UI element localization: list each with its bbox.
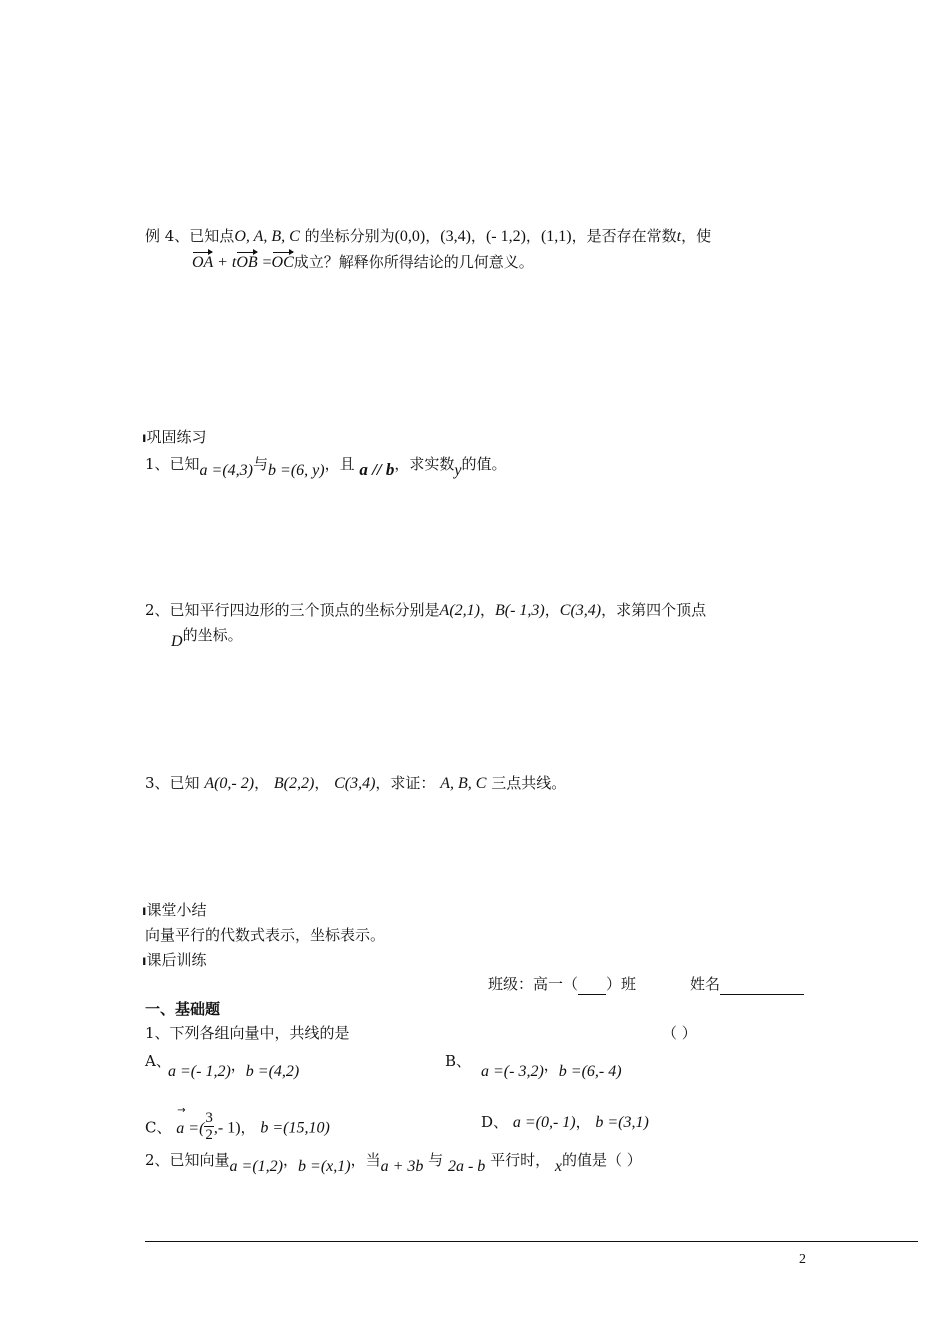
point-b: B(- 1,3) — [495, 602, 545, 619]
hw-q1-bracket: （ ） — [662, 1024, 697, 1042]
class-info: 班级：高一（ ）班 — [488, 975, 637, 993]
point-c: C(3,4) — [559, 602, 602, 619]
name-info: 姓名 — [690, 974, 804, 995]
option-c: C、 → a =( $\frac{3}{2}$ ,- 1)， b =(15,10) — [145, 1112, 330, 1145]
coord-o: (0,0) — [394, 228, 426, 245]
vector-ob: OB — [236, 254, 258, 271]
example4-end1: ，使 — [681, 227, 712, 245]
coord-b: (- 1,2) — [485, 228, 526, 245]
bullet-icon: ı — [142, 904, 147, 919]
fraction-three-halves: $\frac{3}{2}$ — [205, 1110, 213, 1143]
vector-b-expr: b =(6, y) — [268, 462, 325, 479]
option-a: A、 — [145, 1052, 171, 1070]
example4-line2-text: 成立？解释你所得结论的几何意义。 — [293, 253, 534, 271]
point-a: A(2,1) — [439, 602, 480, 619]
equals-sign: = — [262, 254, 272, 271]
practice-q1: 1、已知a =(4,3)与b =(6, y)，且 a // b，求实数y的值。 — [145, 455, 507, 479]
footer-rule — [145, 1241, 918, 1242]
bullet-icon: ı — [142, 954, 147, 969]
example4-question: ，是否存在常数 — [571, 227, 677, 245]
summary-text: 向量平行的代数式表示，坐标表示。 — [145, 926, 386, 944]
section-basic: 一、基础题 — [145, 1000, 221, 1018]
coord-a: (3,4) — [440, 228, 471, 245]
practice-q3: 3、已知 A(0,- 2)， B(2,2)， C(3,4)，求证： A, B, C 三点共线。 — [145, 774, 567, 792]
option-a-expr: a =(- 1,2)，b =(4,2) — [168, 1056, 300, 1080]
practice-heading: ı巩固练习 — [142, 428, 207, 446]
bullet-icon: ı — [142, 431, 147, 446]
practice-q2-line2: D的坐标。 — [171, 626, 243, 650]
vector-oc: OC — [271, 254, 294, 271]
homework-heading: ı课后训练 — [142, 951, 207, 969]
parallel-expr: a // b — [359, 460, 395, 479]
vector-arrow-icon: → — [177, 1104, 186, 1116]
vector-a-expr: a =(4,3) — [199, 462, 253, 479]
example4-line2: OA + tOB =OC成立？解释你所得结论的几何意义。 — [192, 253, 534, 271]
vector-oa: OA — [192, 254, 214, 271]
constant-t: t — [676, 228, 682, 245]
option-d: D、 a =(0,- 1)， b =(3,1) — [481, 1113, 649, 1131]
point-d: D — [171, 633, 183, 650]
example4-coord-text: 的坐标分别为 — [304, 227, 395, 245]
name-blank — [720, 974, 804, 995]
class-blank — [578, 974, 606, 995]
practice-q2-line1: 2、已知平行四边形的三个顶点的坐标分别是A(2,1)，B(- 1,3)，C(3,4)，求第四个顶点 — [145, 601, 707, 619]
hw-q1: 1、下列各组向量中，共线的是 — [145, 1024, 350, 1042]
plus-sign: + — [218, 254, 228, 271]
example4-points: O, A, B, C — [234, 228, 300, 245]
page-number: 2 — [799, 1252, 806, 1267]
hw-q2: 2、已知向量a =(1,2)，b =(x,1)，当a + 3b 与 2a - b 平行时， x的值是（ ） — [145, 1151, 642, 1175]
example4-intro: 例 4、已知点 — [145, 227, 235, 245]
option-b: B、 — [445, 1052, 472, 1070]
example4-line1: 例 4、已知点O, A, B, C 的坐标分别为(0,0)，(3,4)，(- 1,2)，(1,1)，是否存在常数t，使 — [145, 227, 712, 245]
option-b-expr: a =(- 3,2)，b =(6,- 4) — [481, 1056, 622, 1080]
summary-heading: ı课堂小结 — [142, 901, 207, 919]
coord-c: (1,1) — [540, 228, 572, 245]
